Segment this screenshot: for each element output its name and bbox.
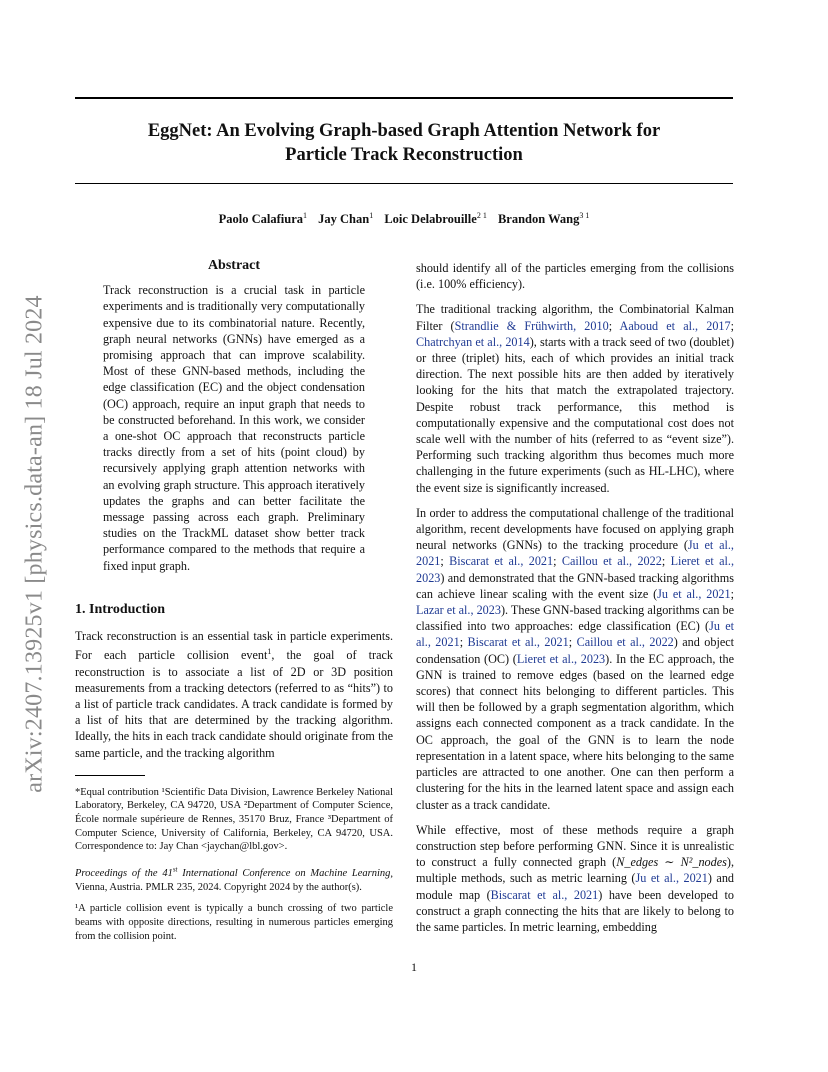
author-1: Paolo Calafiura$^1$ (218, 211, 308, 227)
abstract-text: Track reconstruction is a crucial task in particle experiments and is traditionally very computationally expensive due to its combinatorial nature. Recently, graph neural networks (GNNs) have emerged as a promising approach that can improve scalability. Most of these GNN-based methods, including the edge classification (EC) and the object condensation (OC) approach, require an input graph that needs to be constructed beforehand. In this work, we consider a one-shot OC approach that reconstructs particle tracks directly from a set of hits (point cloud) by recursively applying graph attention networks with an evolving graph structure. This approach iteratively updates the graphs and can better facilitate the message passing across each graph. Preliminary studies on the TrackML dataset show better track performance compared to the methods that require a fixed input graph. (103, 283, 365, 573)
citation-link[interactable]: Ju et al., 2021 (635, 871, 708, 886)
citation-link[interactable]: Lieret et al., 2023 (516, 651, 606, 666)
citation-link[interactable]: Lieret et al., 2023 (416, 554, 735, 585)
citation-link[interactable]: Caillou et al., 2022 (576, 635, 674, 650)
citation-link[interactable]: Strandlie & Frühwirth, 2010 (454, 318, 609, 333)
abstract-heading: Abstract (207, 258, 261, 273)
left-column (75, 258, 393, 953)
arxiv-identifier: arXiv:2407.13925v1 [physics.data-an] 18 Jul 2024 (21, 295, 48, 793)
author-3: Loic Delabrouille$^{2 1}$ (384, 211, 487, 227)
citation-link[interactable]: Ju et al., 2021 (416, 538, 734, 569)
title-line-2: Particle Track Reconstruction (285, 145, 523, 165)
author-2: Jay Chan$^1$ (318, 211, 374, 227)
paragraph-continuation: should identify all of the particles emerging from the collisions (i.e. 100% efficiency). (416, 261, 734, 292)
author-list (75, 211, 733, 227)
citation-link[interactable]: Aaboud et al., 2017 (619, 318, 731, 333)
footnote-ref[interactable]: 1 (267, 647, 272, 657)
title-top-rule (75, 97, 733, 99)
paragraph-graph-construction: While effective, most of these methods require a graph construction step before performing GNN. Since it is unrealistic to construct a fully connected graph (N_edges ∼ N²_nodes), multiple methods, such as metric learning (Ju et al., 2021) and module map (Biscarat et al., 2021) have been developed to construct a graph connecting the hits that are likely to belong to the same particles. In metric learning, embedding (416, 822, 735, 934)
title-line-1: EggNet: An Evolving Graph-based Graph Attention Network for (147, 121, 661, 141)
citation-link[interactable]: Lazar et al., 2023 (416, 603, 501, 618)
citation-link[interactable]: Biscarat et al., 2021 (449, 554, 554, 569)
section-heading-introduction: 1. Introduction (75, 601, 165, 617)
citation-link[interactable]: Chatrchyan et al., 2014 (416, 334, 530, 349)
citation-link[interactable]: Caillou et al., 2022 (561, 554, 662, 569)
arxiv-stamp (20, 262, 50, 827)
footnote-divider (75, 775, 145, 776)
math-expression: N_edges ∼ N²_nodes (616, 855, 727, 870)
citation-link[interactable]: Biscarat et al., 2021 (467, 635, 569, 650)
citation-link[interactable]: Ju et al., 2021 (416, 619, 734, 650)
page-number: 1 (411, 960, 417, 974)
proceedings-note: Proceedings of the 41st International Conference on Machine Learning, Vienna, Austria. PMLR 235, 2024. Copyright 2024 by the author(s). (75, 865, 393, 893)
author-4: Brandon Wang$^{3 1}$ (497, 211, 590, 227)
paragraph-gnn: In order to address the computational challenge of the traditional algorithm, recent developments have focused on applying graph neural networks (GNNs) to the tracking procedure (Ju et al., 2021; Biscarat et al., 2021; Caillou et al., 2022; Lieret et al., 2023) and demonstrated that the GNN-based tracking algorithms can achieve linear scaling with the event size (Ju et al., 2021; Lazar et al., 2023). These GNN-based tracking algorithms can be classified into two approaches: edge classification (EC) (Ju et al., 2021; Biscarat et al., 2021; Caillou et al., 2022) and object condensation (OC) (Lieret et al., 2023). In the EC approach, the GNN is trained to remove edges (based on the learned edge scores) that connect hits belonging to different particles. This will then be followed by a graph segmentation algorithm, which assigns each connected component as a track candidate. In the OC approach, the goal of the GNN is to learn the node representation in a latent space, where hits belonging to the same particles are attracted to one another. One can then perform a clustering for the hits in the learned latent space and assign each cluster as a track candidate. (416, 505, 735, 812)
paper-title (75, 119, 733, 167)
intro-paragraph: Track reconstruction is an essential task in particle experiments. For each particle collision event$^1$, the goal of track reconstruction is to associate a list of 2D or 3D position measurements from a tracking detectors (referred to as “hits”) to a list of particle track candidates. A track candidate is formed by a list of hits that are determined by the tracking algorithm. Ideally, the hits in each track candidate should originate from the same particle, and the tracking algorithm (75, 629, 393, 760)
paragraph-ckf: The traditional tracking algorithm, the Combinatorial Kalman Filter (Strandlie & Frühwirth, 2010; Aaboud et al., 2017; Chatrchyan et al., 2014), starts with a track seed of two (doublet) or three (triplet) hits, each of which provides an initial track direction. The next possible hits are then added by iteratively looking for the hits that match the extrapolated trajectory. Despite robust track performance, this method is computationally expensive and the computational cost does not scale well with the number of hits (referred to as “event size”). Performing such tracking algorithm thus becomes much more challenging in the future experiments (such as HL-LHC), where the event size is significantly increased. (416, 302, 734, 495)
affiliation-footnote: *Equal contribution ¹Scientific Data Division, Lawrence Berkeley National Laboratory, Berkeley, CA 94720, USA ²Department of Computer Science, École normale supérieure de Rennes, 35170 Bruz, France ³Department of Computer Science, University of California, Berkeley, CA 94720, USA. Correspondence to: Jay Chan <jaychan@lbl.gov>. (75, 786, 393, 853)
citation-link[interactable]: Ju et al., 2021 (657, 586, 731, 601)
citation-link[interactable]: Biscarat et al., 2021 (490, 887, 599, 902)
title-bottom-rule (75, 183, 733, 184)
right-column (416, 260, 734, 944)
footnote-1: ¹A particle collision event is typically a bunch crossing of two particle beams with opposite directions, resulting in numerous particles emerging from the collision point. (75, 903, 393, 942)
